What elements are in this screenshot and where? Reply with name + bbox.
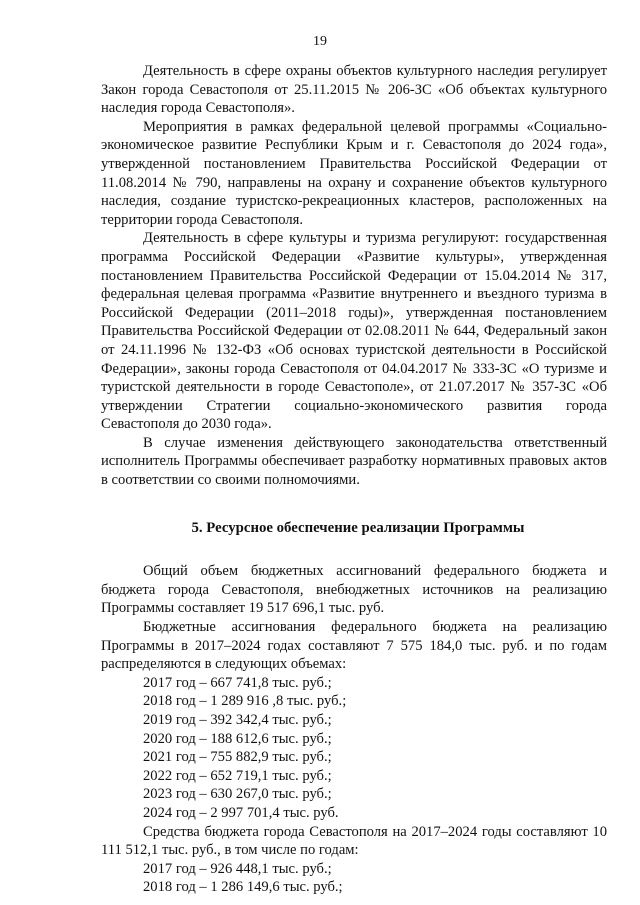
list-item: 2018 год – 1 289 916 ,8 тыс. руб.;: [143, 693, 347, 710]
list-item: 2023 год – 630 267,0 тыс. руб.;: [143, 786, 332, 803]
paragraph-federal-target-program: Мероприятия в рамках федеральной целевой программы «Социально-экономическое развитие Республики Крым и г. Севастополя до 2024 года», утвержденной постановлением Правительства Российской Федерации от 11.08.2014 № 790, направлены на охрану и сохранение объектов культурного наследия, создание туристско-рекреационных кластеров, расположенных на территории города Севастополя.: [101, 118, 607, 228]
paragraph-cultural-heritage: Деятельность в сфере охраны объектов культурного наследия регулирует Закон города Севастополя от 25.11.2015 № 206-ЗС «Об объектах культурного наследия города Севастополя».: [101, 63, 607, 117]
paragraph-federal-budget: Бюджетные ассигнования федерального бюджета на реализацию Программы в 2017–2024 годах составляют 7 575 184,0 тыс. руб. и по годам распределяются в следующих объемах:: [101, 619, 607, 673]
federal-budget-by-year-list: [101, 674, 607, 823]
section-heading: 5. Ресурсное обеспечение реализации Программы: [191, 519, 525, 536]
list-item: 2017 год – 926 448,1 тыс. руб.;: [143, 860, 332, 877]
list-item: 2024 год – 2 997 701,4 тыс. руб.: [143, 804, 339, 821]
list-item: 2022 год – 652 719,1 тыс. руб.;: [143, 767, 332, 784]
list-item: 2018 год – 1 286 149,6 тыс. руб.;: [143, 879, 343, 896]
document-body: [101, 62, 607, 897]
page-number: 19: [313, 34, 327, 49]
city-budget-by-year-list: [101, 860, 607, 897]
paragraph-culture-tourism-regulation: Деятельность в сфере культуры и туризма регулируют: государственная программа Российской Федерации «Развитие культуры», утвержденная постановлением Правительства Российской Федерации от 15.04.2014 № 317, федеральная целевая программа «Развитие внутреннего и въездного туризма в Российской Федерации (2011–2018 годы)», утвержденная постановлением Правительства Российской Федерации от 02.08.2011 № 644, Федеральный закон от 24.11.1996 № 132-ФЗ «Об основах туристской деятельности в Российской Федерации», законы города Севастополя от 04.04.2017 № 333-ЗС «О туризме и туристской деятельности в городе Севастополе», от 21.07.2017 № 357-ЗС «Об утверждении Стратегии социально-экономического развития города Севастополя до 2030 года».: [101, 230, 607, 433]
list-item: 2019 год – 392 342,4 тыс. руб.;: [143, 712, 332, 728]
paragraph-legislation-change: В случае изменения действующего законодательства ответственный исполнитель Программы обеспечивает разработку нормативных правовых актов в соответствии со своими полномочиями.: [101, 434, 607, 489]
paragraph-total-budget: Общий объем бюджетных ассигнований федерального бюджета и бюджета города Севастополя, внебюджетных источников на реализацию Программы составляет 19 517 696,1 тыс. руб.: [101, 563, 607, 617]
paragraph-city-budget: Средства бюджета города Севастополя на 2017–2024 годы составляют 10 111 512,1 тыс. руб., в том числе по годам:: [101, 823, 607, 859]
list-item: 2021 год – 755 882,9 тыс. руб.;: [143, 749, 332, 766]
list-item: 2020 год – 188 612,6 тыс. руб.;: [143, 730, 332, 747]
list-item: 2017 год – 667 741,8 тыс. руб.;: [143, 674, 332, 691]
